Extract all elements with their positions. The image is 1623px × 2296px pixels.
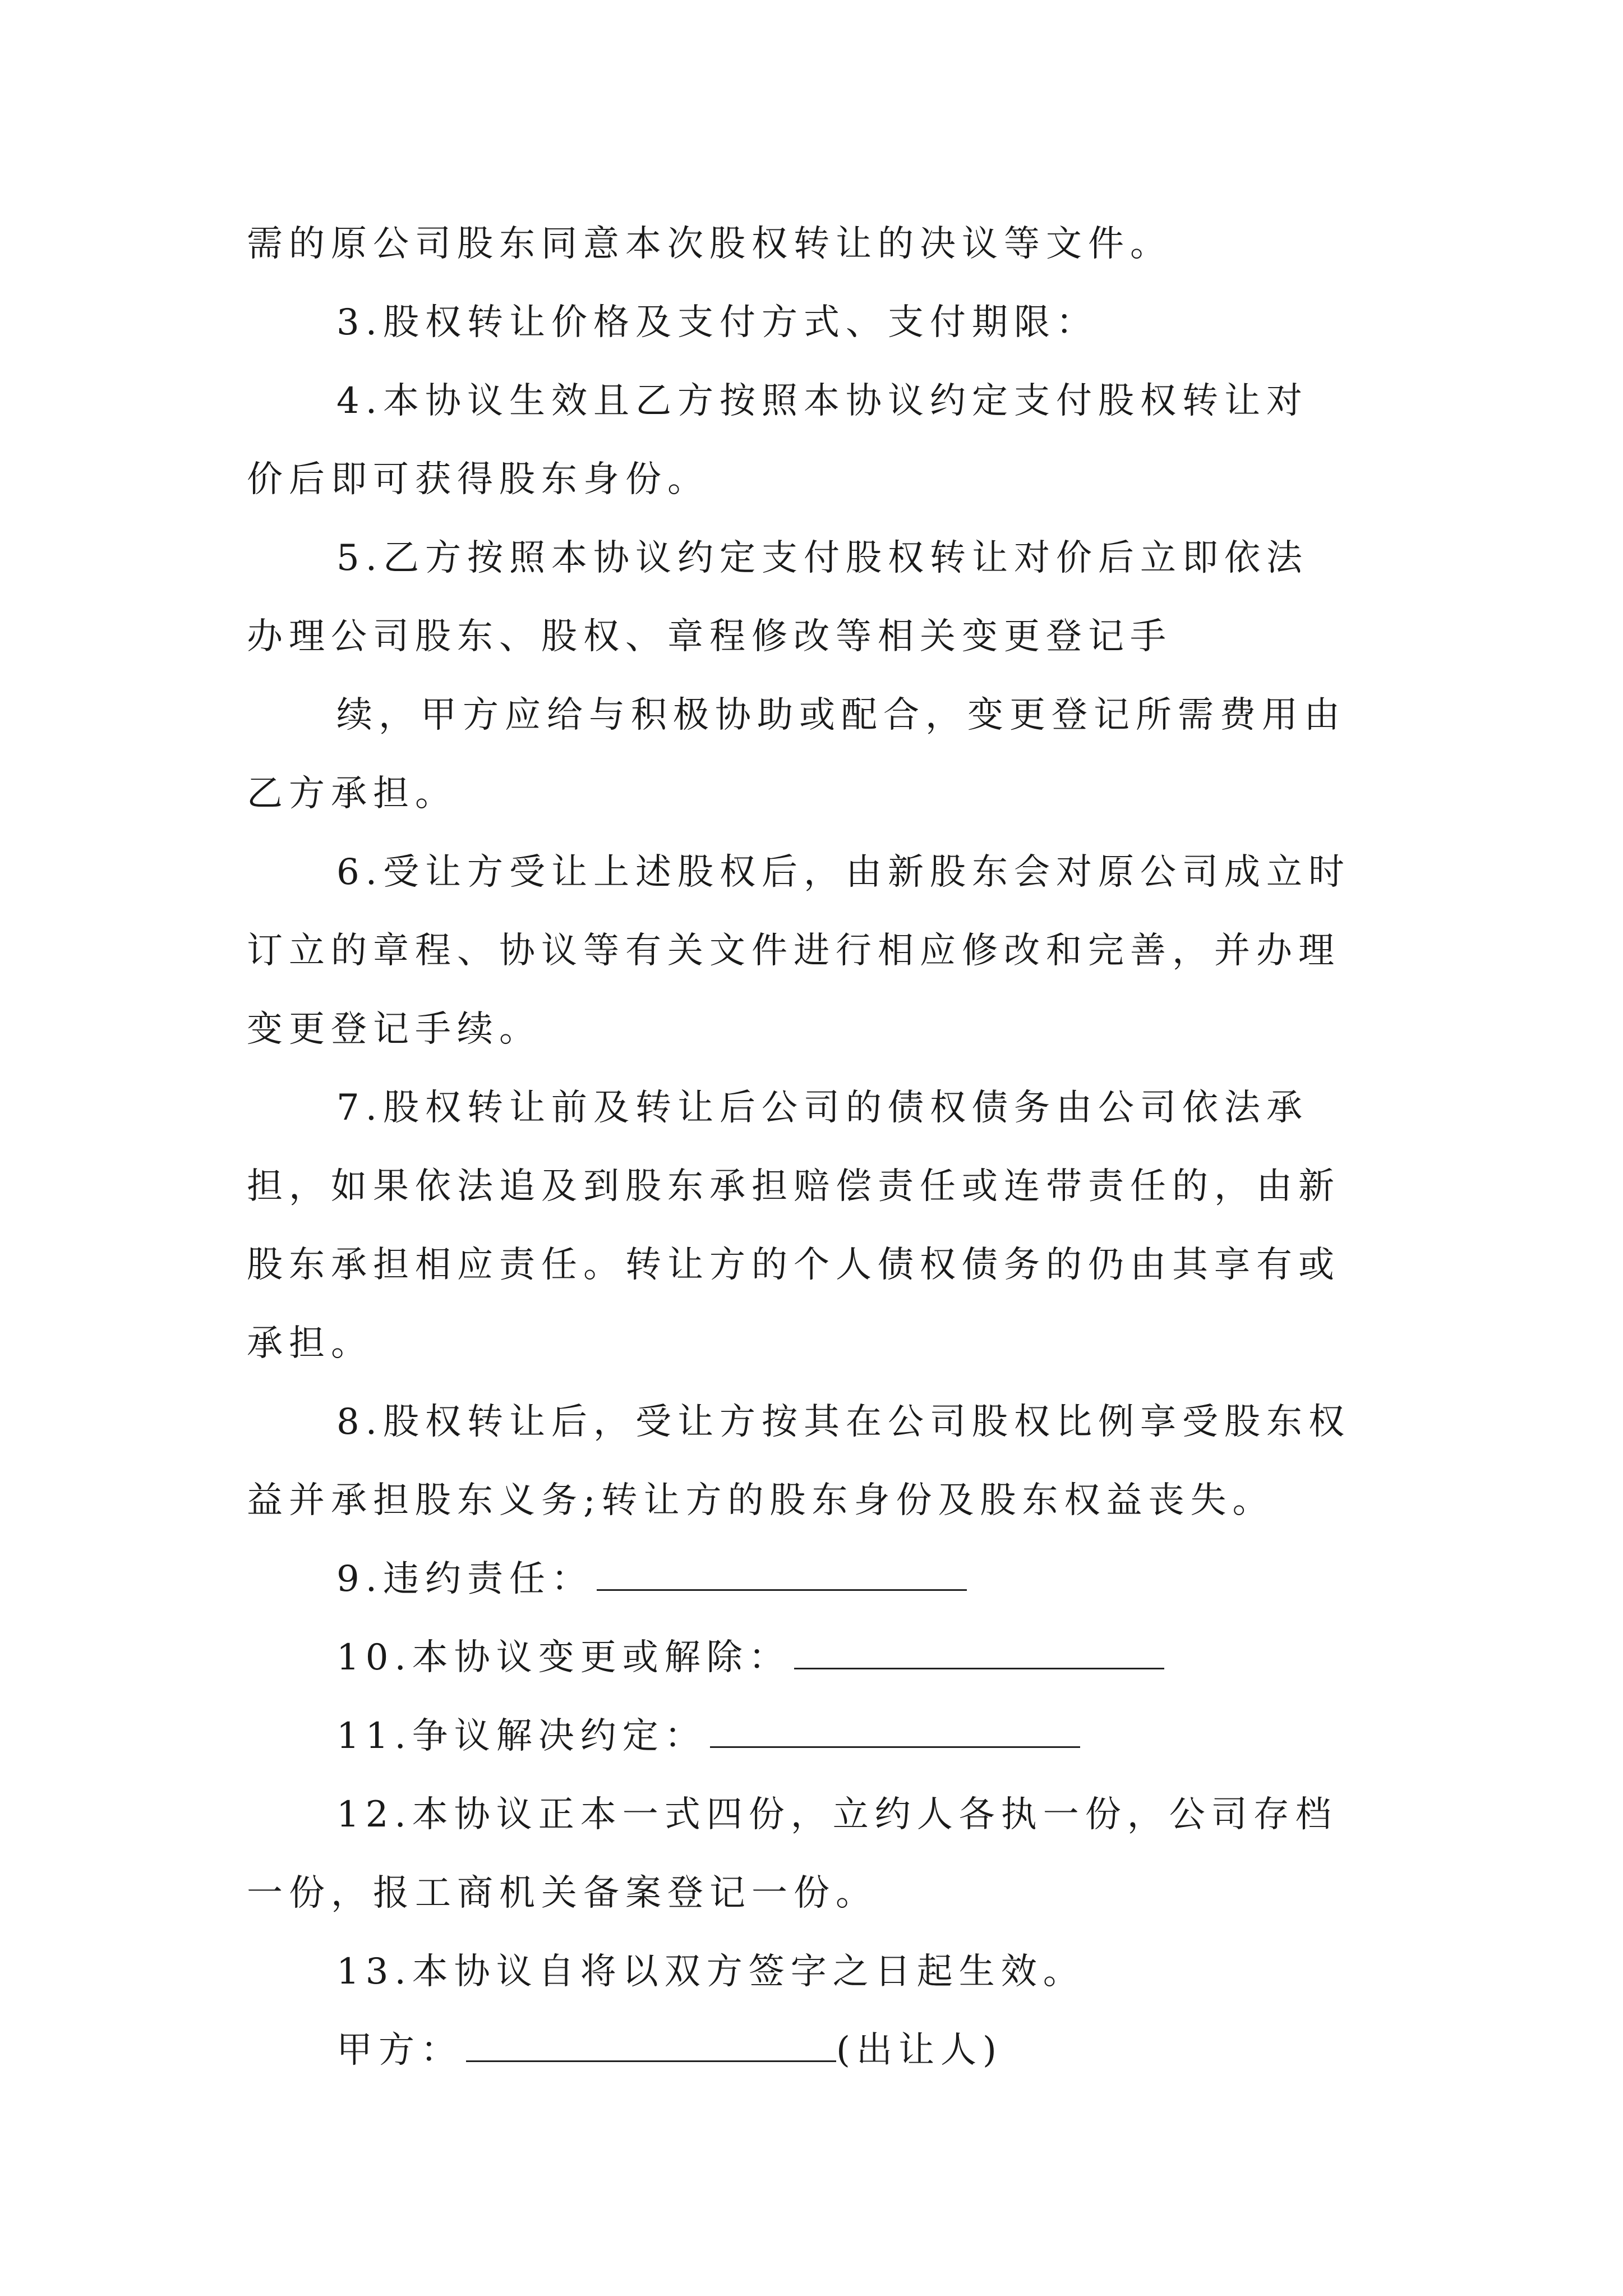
text-line: 需的原公司股东同意本次股权转让的决议等文件。 [247,223,1172,265]
text-line: 价后即可获得股东身份。 [247,459,709,500]
text-line: 股东承担相应责任。转让方的个人债权债务的仍由其享有或 [247,1244,1340,1286]
text-line: 订立的章程、协议等有关文件进行相应修改和完善，并办理 [247,930,1340,972]
breach-liability-label: 9.违约责任： [336,1558,594,1600]
text-line: 13.本协议自将以双方签字之日起生效。 [336,1951,1085,1993]
text-line: 益并承担股东义务;转让方的股东身份及股东权益丧失。 [247,1480,1275,1521]
breach-liability-line [336,1557,967,1602]
text-line: 办理公司股东、股权、章程修改等相关变更登记手 [247,616,1172,657]
dispute-line [336,1714,1080,1759]
text-line: 3.股权转让价格及支付方式、支付期限： [336,302,1099,343]
modification-label: 10.本协议变更或解除： [336,1637,791,1678]
modification-line [336,1635,1164,1680]
party-a-role: (出让人) [836,2030,1003,2071]
party-a-label: 甲方： [336,2030,463,2071]
modification-blank [794,1636,1164,1669]
text-line: 7.股权转让前及转让后公司的债权债务由公司依法承 [336,1087,1309,1129]
text-line: 变更登记手续。 [247,1009,541,1050]
text-line: 12.本协议正本一式四份，立约人各执一份，公司存档 [336,1794,1338,1835]
text-line: 一份，报工商机关备案登记一份。 [247,1872,878,1914]
text-line: 乙方承担。 [247,773,457,815]
dispute-blank [710,1715,1080,1748]
text-line: 5.乙方按照本协议约定支付股权转让对价后立即依法 [336,537,1309,579]
party-a-blank [466,2029,836,2062]
text-line: 担，如果依法追及到股东承担赔偿责任或连带责任的，由新 [247,1166,1340,1207]
text-line: 8.股权转让后，受让方按其在公司股权比例享受股东权 [336,1401,1351,1443]
text-line: 4.本协议生效且乙方按照本协议约定支付股权转让对 [336,380,1309,422]
party-a-line [336,2028,1003,2073]
dispute-label: 11.争议解决约定： [336,1715,707,1757]
text-line: 6.受让方受让上述股权后，由新股东会对原公司成立时 [336,852,1351,893]
breach-liability-blank [597,1558,967,1591]
text-line: 续，甲方应给与积极协助或配合，变更登记所需费用由 [336,694,1346,736]
text-line: 承担。 [247,1323,373,1364]
